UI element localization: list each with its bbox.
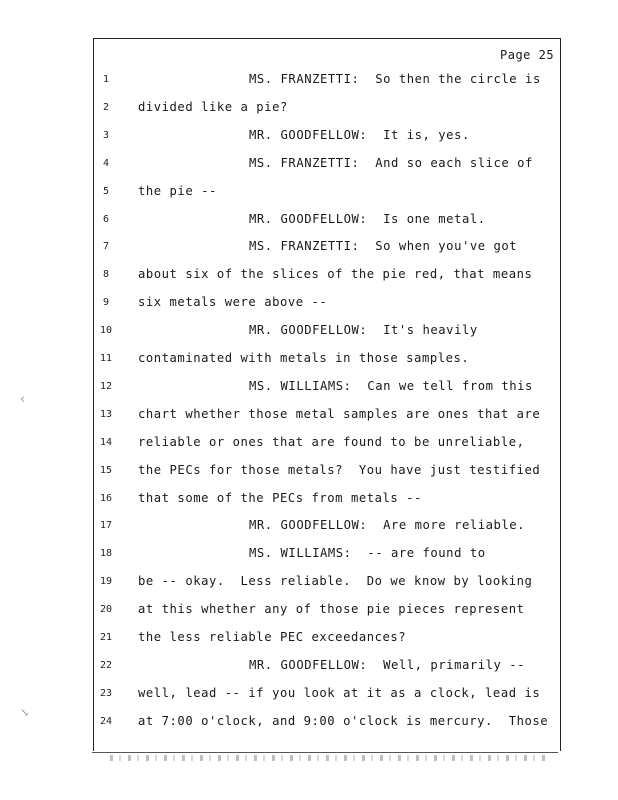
line-number: 5: [102, 185, 110, 197]
line-number: 14: [99, 436, 113, 448]
line-number: 17: [99, 520, 113, 532]
line-number: 1: [102, 74, 110, 85]
line-number: 2: [102, 101, 110, 113]
line-number: 7: [102, 241, 110, 253]
line-text: be -- okay. Less reliable. Do we know by looking: [138, 574, 533, 589]
left-margin-scan-mark-lower: ↘: [20, 706, 30, 719]
transcript-line: [0, 684, 618, 704]
speaker-line-text: MS. WILLIAMS: Can we tell from this: [249, 378, 533, 393]
line-number: 3: [102, 129, 110, 141]
speaker-line-text: MS. FRANZETTI: And so each slice of: [249, 155, 533, 170]
transcript-line: [0, 572, 618, 592]
transcript-line: [0, 70, 618, 90]
line-text: about six of the slices of the pie red, that means: [138, 267, 533, 282]
line-number: 19: [99, 576, 113, 588]
speaker-line-text: MR. GOODFELLOW: Are more reliable.: [249, 518, 526, 533]
line-number: 4: [102, 157, 110, 169]
transcript-line: [0, 293, 618, 313]
speaker-line-text: MR. GOODFELLOW: It's heavily: [249, 323, 478, 338]
line-text: the pie --: [138, 183, 217, 198]
line-number: 16: [99, 492, 113, 504]
line-text: the PECs for those metals? You have just testified: [138, 462, 541, 477]
speaker-line-text: MS. FRANZETTI: So when you've got: [249, 239, 518, 254]
line-text: at 7:00 o'clock, and 9:00 o'clock is mercury. Those: [138, 713, 549, 728]
line-text: contaminated with metals in those samples.: [138, 351, 470, 365]
transcript-line: [0, 461, 618, 481]
line-number: 20: [99, 604, 113, 616]
transcript-line: [0, 210, 618, 230]
line-text: well, lead -- if you look at it as a clock, lead is: [138, 685, 541, 700]
line-number: 13: [99, 408, 113, 420]
left-margin-scan-mark: ‹: [20, 392, 26, 407]
line-number: 10: [99, 325, 113, 337]
transcript-line: [0, 433, 618, 453]
transcript-line: [0, 182, 618, 202]
transcript-line: [0, 377, 618, 397]
line-number: 15: [99, 464, 113, 476]
line-text: six metals were above --: [138, 295, 328, 310]
line-text: that some of the PECs from metals --: [138, 490, 422, 505]
line-number: 18: [99, 548, 113, 560]
speaker-line-text: MR. GOODFELLOW: Well, primarily --: [249, 657, 526, 672]
line-text: divided like a pie?: [138, 99, 288, 114]
speaker-line-text: MS. WILLIAMS: -- are found to: [249, 546, 486, 561]
speaker-line-text: MR. GOODFELLOW: It is, yes.: [249, 127, 470, 142]
transcript-line: [0, 628, 618, 648]
line-number: 9: [102, 297, 110, 309]
transcript-line: [0, 712, 618, 732]
transcript-line: [0, 154, 618, 174]
speaker-line-text: MR. GOODFELLOW: Is one metal.: [249, 211, 486, 226]
transcript-line: [0, 265, 618, 285]
transcript-line: [0, 321, 618, 341]
scan-footer-artifact: [110, 755, 550, 761]
transcript-line: [0, 544, 618, 564]
line-number: 24: [99, 715, 113, 727]
page-bottom-rule: [92, 752, 558, 753]
line-text: at this whether any of those pie pieces represent: [138, 602, 525, 617]
transcript-line: [0, 349, 618, 369]
line-number: 22: [99, 659, 113, 671]
line-text: the less reliable PEC exceedances?: [138, 630, 407, 644]
line-number: 12: [99, 380, 113, 392]
line-number: 21: [99, 632, 113, 643]
speaker-line-text: MS. FRANZETTI: So then the circle is: [249, 72, 541, 86]
line-number: 23: [99, 687, 113, 699]
line-text: reliable or ones that are found to be unreliable,: [138, 434, 525, 449]
line-number: 6: [102, 213, 110, 225]
transcript-line: [0, 656, 618, 676]
transcript-line: [0, 98, 618, 118]
transcript-line: [0, 405, 618, 425]
line-number: 11: [99, 353, 113, 364]
transcript-line: [0, 489, 618, 509]
transcript-line: [0, 237, 618, 257]
transcript-line: [0, 600, 618, 620]
line-text: chart whether those metal samples are ones that are: [138, 406, 541, 421]
transcript-line: [0, 126, 618, 146]
page-number: Page 25: [500, 48, 555, 62]
line-number: 8: [102, 269, 110, 281]
transcript-line: [0, 516, 618, 536]
